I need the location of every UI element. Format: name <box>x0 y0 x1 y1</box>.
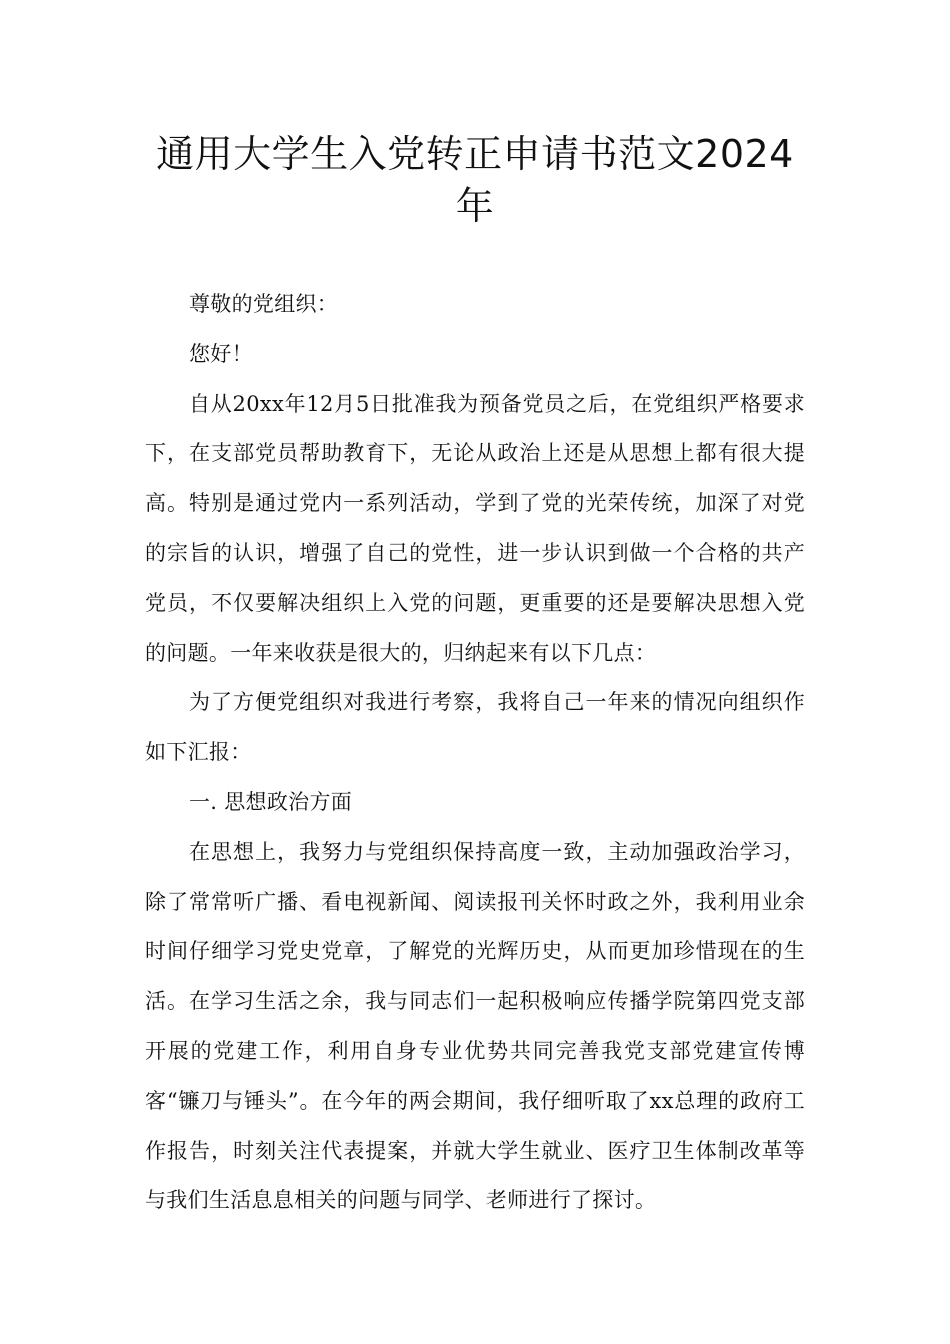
document-title: 通用大学生入党转正申请书范文2024年 <box>156 132 794 228</box>
salutation: 尊敬的党组织： <box>189 292 339 316</box>
paragraph-report: 为了方便党组织对我进行考察，我将自己一年来的情况向组织作如下汇报： <box>145 690 805 765</box>
paragraph-thought: 在思想上，我努力与党组织保持高度一致，主动加强政治学习，除了常常听广播、看电视新闻、阅读报刊关怀时政之外，我利用业余时间仔细学习党史党章，了解党的光辉历史，从而更加珍惜现在的生活。在学习生活之余，我与同志们一起积极响应传播学院第四党支部开展的党建工作，利用自身专业优势共同完善我党支部党建宣传博客“镰刀与锤头”。在今年的两会期间，我仔细听取了xx总理的政府工作报告，时刻关注代表提案，并就大学生就业、医疗卫生体制改革等与我们生活息息相关的问题与同学、老师进行了探讨。 <box>145 839 805 1213</box>
section-heading: 一. 思想政治方面 <box>189 789 353 814</box>
greeting: 您好！ <box>189 341 253 366</box>
paragraph-intro: 自从20xx年12月5日批准我为预备党员之后，在党组织严格要求下，在支部党员帮助教育下，无论从政治上还是从思想上都有很大提高。特别是通过党内一系列活动，学到了党的光荣传统，加深了对党的宗旨的认识，增强了自己的党性，进一步认识到做一个合格的共产党员，不仅要解决组织上入党的问题，更重要的还是要解决思想入党的问题。一年来收获是很大的，归纳起来有以下几点： <box>145 391 805 665</box>
document-body <box>145 280 805 1226</box>
